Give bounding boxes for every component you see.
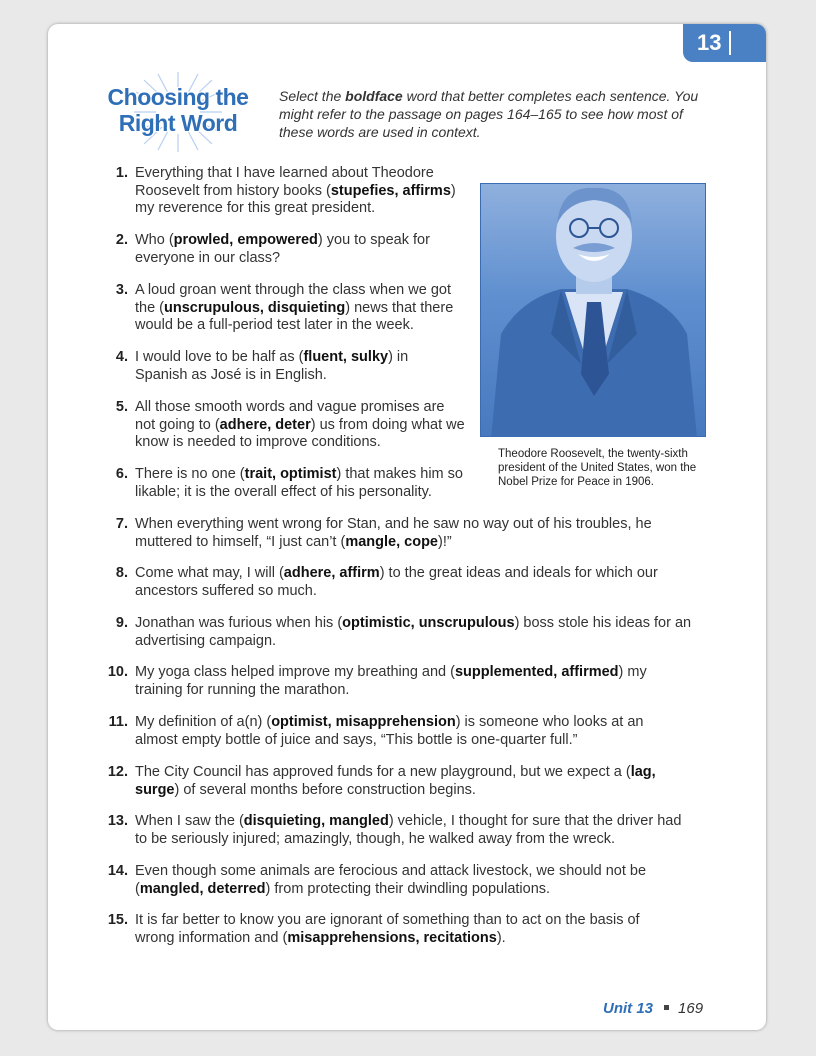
item-number: 1. [115,165,128,181]
item-number: 8. [115,565,128,581]
item-number: 5. [115,399,128,415]
choice-pair: unscrupulous, disquieting [164,299,346,316]
item-number: 15. [107,912,128,928]
choice-pair: mangle, cope [345,533,438,550]
item-number: 6. [115,466,128,482]
item-number: 14. [107,863,128,879]
instructions [279,87,699,141]
roosevelt-photo [480,183,706,437]
choice-pair: adhere, deter [219,416,311,433]
photo-caption: Theodore Roosevelt, the twenty-sixth president of the United States, won the Nobel Prize for Peace in 1906. [498,448,697,488]
portrait-icon [481,184,706,437]
heading-line-1: Choosing the [107,84,249,110]
item-number: 4. [115,349,128,365]
footer-separator-icon [664,1005,669,1010]
choice-pair: stupefies, affirms [330,182,451,199]
instructions-bold-word: boldface [345,88,403,104]
item-number: 11. [108,714,128,730]
item-number: 12. [107,764,128,780]
instructions-text-2: word that better completes each sentence. You might refer to the passage on pages 164–165 to see how most of these words are used in context. [279,88,699,140]
choice-pair: optimistic, unscrupulous [342,615,515,631]
section-heading-badge [100,70,256,154]
instructions-text-1: Select the [279,88,346,104]
choice-pair: prowled, empowered [173,232,318,248]
choice-pair: supplemented, affirmed [454,664,619,680]
item-number: 9. [115,615,128,631]
page-number: 169 [678,1000,704,1017]
item-number: 3. [115,282,128,298]
choice-pair: optimist, misapprehension [271,714,456,730]
choice-pair: trait, optimist [244,466,337,482]
choice-pair: misapprehensions, recitations [287,929,497,946]
heading-line-2: Right Word [118,110,238,136]
choice-pair: mangled, deterred [139,880,266,897]
unit-number: 13 [697,31,731,55]
item-number: 13. [107,813,128,829]
choice-pair: lag, surge [135,764,656,798]
choice-pair: adhere, affirm [283,565,380,581]
item-number: 7. [115,516,128,532]
unit-number-tab [683,24,766,62]
item-number: 10. [107,664,128,680]
item-number: 2. [115,232,128,248]
page-footer [603,1000,703,1017]
choice-pair: fluent, sulky [303,349,389,365]
footer-unit-label: Unit 13 [603,1000,654,1017]
choice-pair: disquieting, mangled [243,813,389,829]
